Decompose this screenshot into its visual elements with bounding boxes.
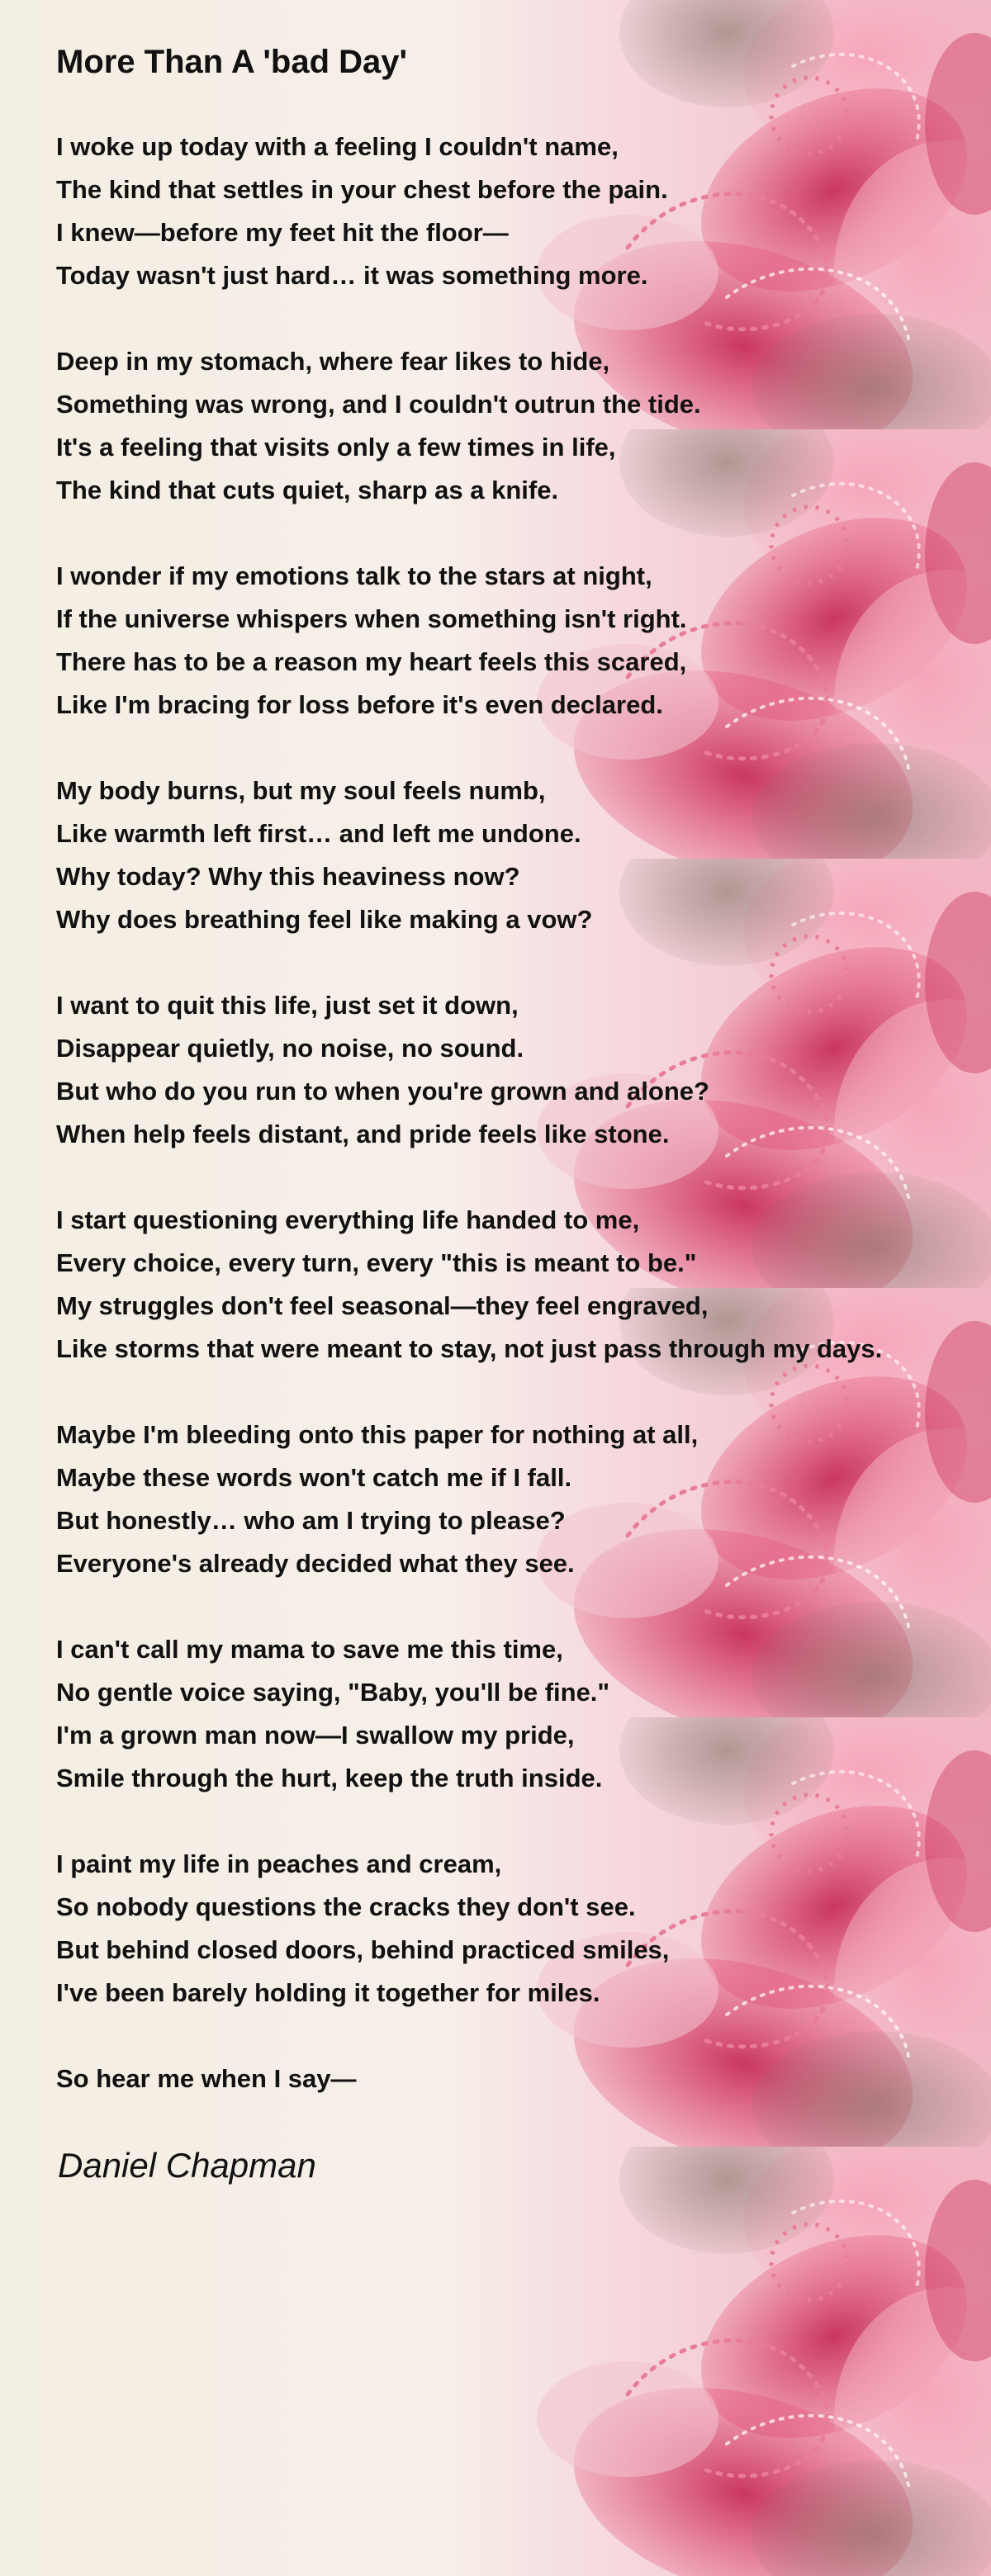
poem-line: It's a feeling that visits only a few times in life, xyxy=(56,433,616,462)
poem-line: When help feels distant, and pride feels like stone. xyxy=(56,1120,670,1148)
poem-line: Maybe these words won't catch me if I fall. xyxy=(56,1463,572,1492)
poem-line: Like storms that were meant to stay, not just pass through my days. xyxy=(56,1334,883,1363)
poem-line: I've been barely holding it together for miles. xyxy=(56,1978,600,2007)
poem-line: My struggles don't feel seasonal—they feel engraved, xyxy=(56,1291,709,1320)
poem-line: If the universe whispers when something isn't right. xyxy=(56,604,687,633)
poem-line: I knew—before my feet hit the floor— xyxy=(56,218,509,247)
poem-line: Why today? Why this heaviness now? xyxy=(56,862,520,891)
poem-line: Today wasn't just hard… it was something more. xyxy=(56,261,648,290)
poem-line: Deep in my stomach, where fear likes to hide, xyxy=(56,347,610,376)
poem-line: I start questioning everything life handed to me, xyxy=(56,1205,640,1234)
poem-line: Every choice, every turn, every "this is meant to be." xyxy=(56,1248,697,1277)
poem-line: I want to quit this life, just set it down, xyxy=(56,991,519,1020)
poem-line: I wonder if my emotions talk to the stars at night, xyxy=(56,561,652,590)
poem-line: Everyone's already decided what they see. xyxy=(56,1549,575,1578)
poem-line: But who do you run to when you're grown and alone? xyxy=(56,1077,709,1106)
poem-line: But honestly… who am I trying to please? xyxy=(56,1506,566,1535)
author-name: Daniel Chapman xyxy=(58,2146,316,2185)
poem-line: But behind closed doors, behind practiced smiles, xyxy=(56,1935,670,1964)
poem-title: More Than A 'bad Day' xyxy=(56,44,407,80)
poem-line: Like warmth left first… and left me undone. xyxy=(56,819,581,848)
poem-line: Smile through the hurt, keep the truth inside. xyxy=(56,1764,603,1792)
poem-line: My body burns, but my soul feels numb, xyxy=(56,776,546,805)
poem-line: Like I'm bracing for loss before it's even declared. xyxy=(56,690,663,719)
poem-line: Disappear quietly, no noise, no sound. xyxy=(56,1034,524,1063)
poem-line: I can't call my mama to save me this time, xyxy=(56,1635,563,1664)
poem-line: The kind that cuts quiet, sharp as a knife. xyxy=(56,476,559,504)
poem-line: I paint my life in peaches and cream, xyxy=(56,1849,502,1878)
poem-line: There has to be a reason my heart feels this scared, xyxy=(56,647,687,676)
poem-line: The kind that settles in your chest before the pain. xyxy=(56,175,668,204)
poem-line: I woke up today with a feeling I couldn't name, xyxy=(56,132,619,161)
poem-line: Something was wrong, and I couldn't outrun the tide. xyxy=(56,390,701,419)
poem-line: So nobody questions the cracks they don't see. xyxy=(56,1892,636,1921)
poem-line: No gentle voice saying, "Baby, you'll be fine." xyxy=(56,1678,610,1707)
poem-line: I'm a grown man now—I swallow my pride, xyxy=(56,1721,575,1750)
poem-line: So hear me when I say— xyxy=(56,2064,357,2093)
poem-line: Why does breathing feel like making a vow? xyxy=(56,905,593,934)
poem-line: Maybe I'm bleeding onto this paper for nothing at all, xyxy=(56,1420,699,1449)
